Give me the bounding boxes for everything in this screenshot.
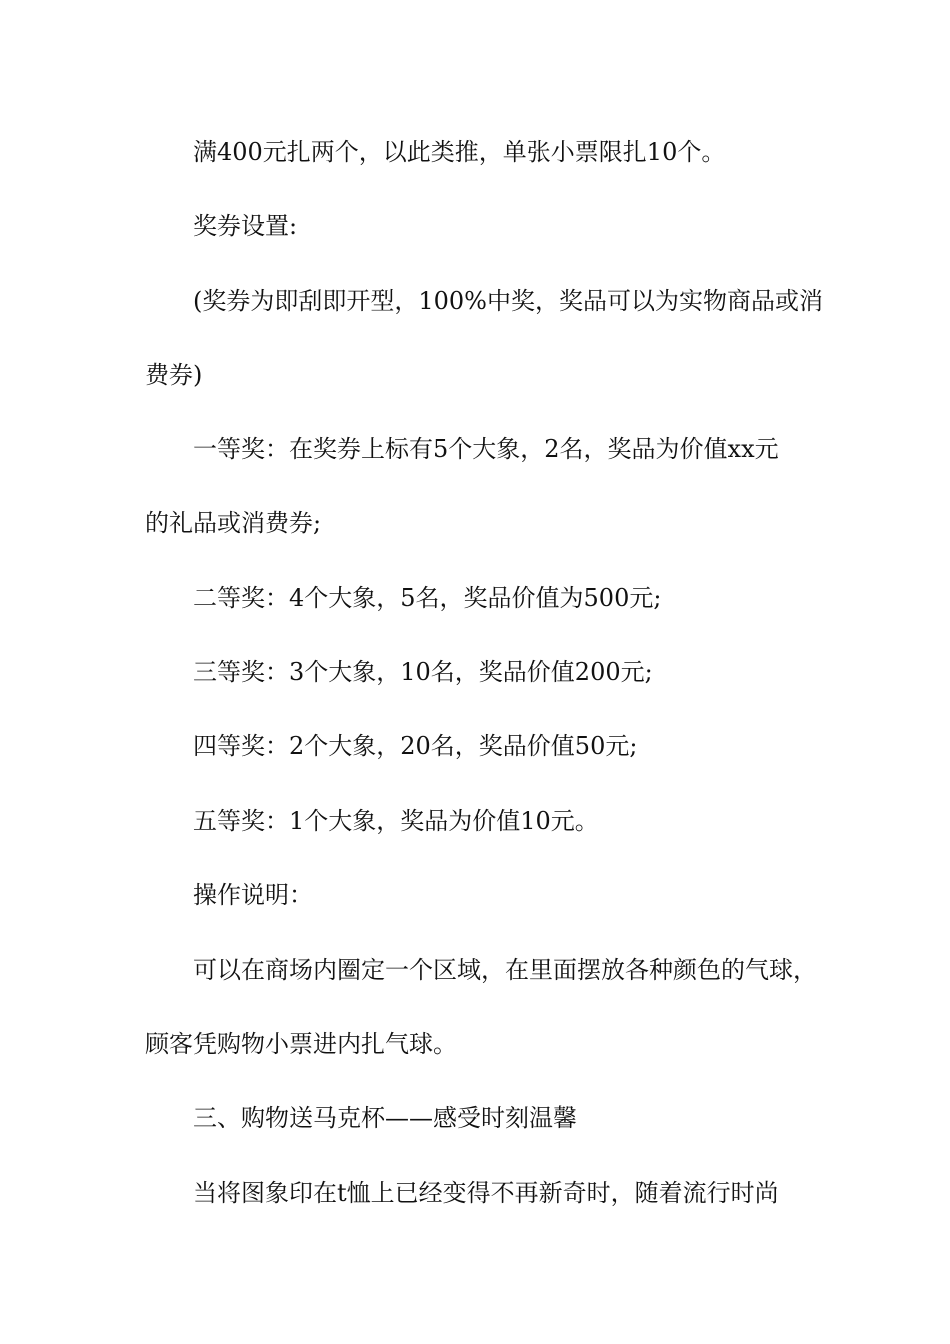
paragraph-line: (奖券为即刮即开型，100%中奖，奖品可以为实物商品或消 (193, 287, 823, 315)
prize-fifth-line: 五等奖：1个大象，奖品为价值10元。 (193, 807, 599, 835)
prize-second-line: 二等奖：4个大象，5名，奖品价值为500元; (193, 584, 662, 612)
section-heading-mug: 三、购物送马克杯——感受时刻温馨 (193, 1104, 577, 1132)
paragraph-line: 满400元扎两个，以此类推，单张小票限扎10个。 (193, 138, 726, 166)
paragraph-line: 费券) (145, 361, 203, 389)
paragraph-line: 可以在商场内圈定一个区域，在里面摆放各种颜色的气球， (193, 956, 817, 984)
paragraph-line: 顾客凭购物小票进内扎气球。 (145, 1030, 457, 1058)
prize-first-line: 一等奖：在奖券上标有5个大象，2名，奖品为价值xx元 (193, 435, 779, 463)
prize-first-line-cont: 的礼品或消费券; (145, 509, 322, 537)
prize-fourth-line: 四等奖：2个大象，20名，奖品价值50元; (193, 732, 638, 760)
paragraph-line: 当将图象印在t恤上已经变得不再新奇时，随着流行时尚 (193, 1179, 779, 1207)
section-heading-operation: 操作说明： (193, 881, 313, 909)
prize-third-line: 三等奖：3个大象，10名，奖品价值200元; (193, 658, 653, 686)
section-heading-prize-settings: 奖券设置: (193, 212, 298, 240)
